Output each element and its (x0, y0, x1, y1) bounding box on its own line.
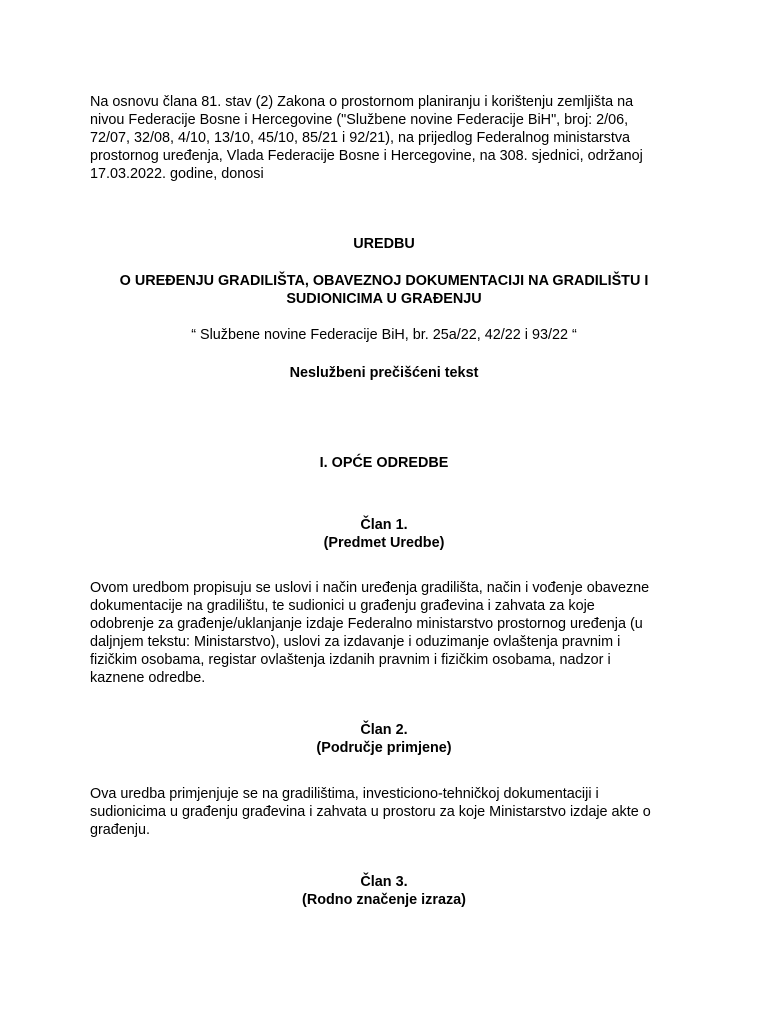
article-line: sudionicima u građenju građevina i zahvata u prostoru za koje Ministarstvo izdaje akte o (90, 804, 651, 820)
article-1-heading (84, 516, 684, 552)
section-heading: I. OPĆE ODREDBE (319, 455, 449, 471)
article-line: kaznene odredbe. (90, 670, 206, 686)
article-number: Član 1. (360, 517, 408, 533)
document-subtitle (84, 272, 684, 308)
article-line: fizičkim osobama, registar ovlaštenja izdanih pravnim i fizičkim osobama, nadzor i (90, 652, 611, 668)
article-title: (Područje primjene) (316, 740, 452, 756)
preamble-line: nivou Federacije Bosne i Hercegovine ("Službene novine Federacije BiH", broj: 2/06, (90, 112, 629, 128)
preamble-line: Na osnovu člana 81. stav (2) Zakona o prostornom planiranju i korištenju zemljišta na (90, 94, 634, 110)
article-1-body (90, 579, 682, 687)
article-line: Ovom uredbom propisuju se uslovi i način uređenja gradilišta, način i vođenje obavezne (90, 580, 650, 596)
preamble-line: 72/07, 32/08, 4/10, 13/10, 45/10, 85/21 i 92/21), na prijedlog Federalnog ministarstva (90, 130, 631, 146)
article-line: Ova uredba primjenjuje se na gradilištima, investiciono-tehničkoj dokumentaciji i (90, 786, 599, 802)
article-title: (Predmet Uredbe) (323, 535, 445, 551)
article-3-heading (84, 873, 684, 909)
preamble-line: prostornog uređenja, Vlada Federacije Bosne i Hercegovine, na 308. sjednici, održanoj (90, 148, 643, 164)
article-2-heading (84, 721, 684, 757)
unofficial-text-note: Neslužbeni prečišćeni tekst (289, 365, 479, 381)
subtitle-line: O UREĐENJU GRADILIŠTA, OBAVEZNOJ DOKUMENTACIJI NA GRADILIŠTU I (119, 273, 649, 289)
article-number: Član 2. (360, 722, 408, 738)
article-line: građenju. (90, 822, 151, 838)
article-line: odobrenje za građenje/uklanjanje izdaje Federalno ministarstvo prostornog uređenja (u (90, 616, 643, 632)
preamble-paragraph (90, 93, 682, 183)
gazette-reference: “ Službene novine Federacije BiH, br. 25a/22, 42/22 i 93/22 “ (191, 327, 577, 343)
article-2-body (90, 785, 682, 839)
article-line: daljnjem tekstu: Ministarstvo), uslovi za izdavanje i oduzimanje ovlaštenja pravnim i (90, 634, 621, 650)
article-title: (Rodno značenje izraza) (302, 892, 466, 908)
article-line: dokumentacije na gradilištu, te sudionici u građenju građevina i zahvata za koje (90, 598, 595, 614)
article-number: Član 3. (360, 874, 408, 890)
subtitle-line: SUDIONICIMA U GRAĐENJU (286, 291, 482, 307)
preamble-line: 17.03.2022. godine, donosi (90, 166, 264, 182)
document-title: UREDBU (353, 236, 415, 252)
